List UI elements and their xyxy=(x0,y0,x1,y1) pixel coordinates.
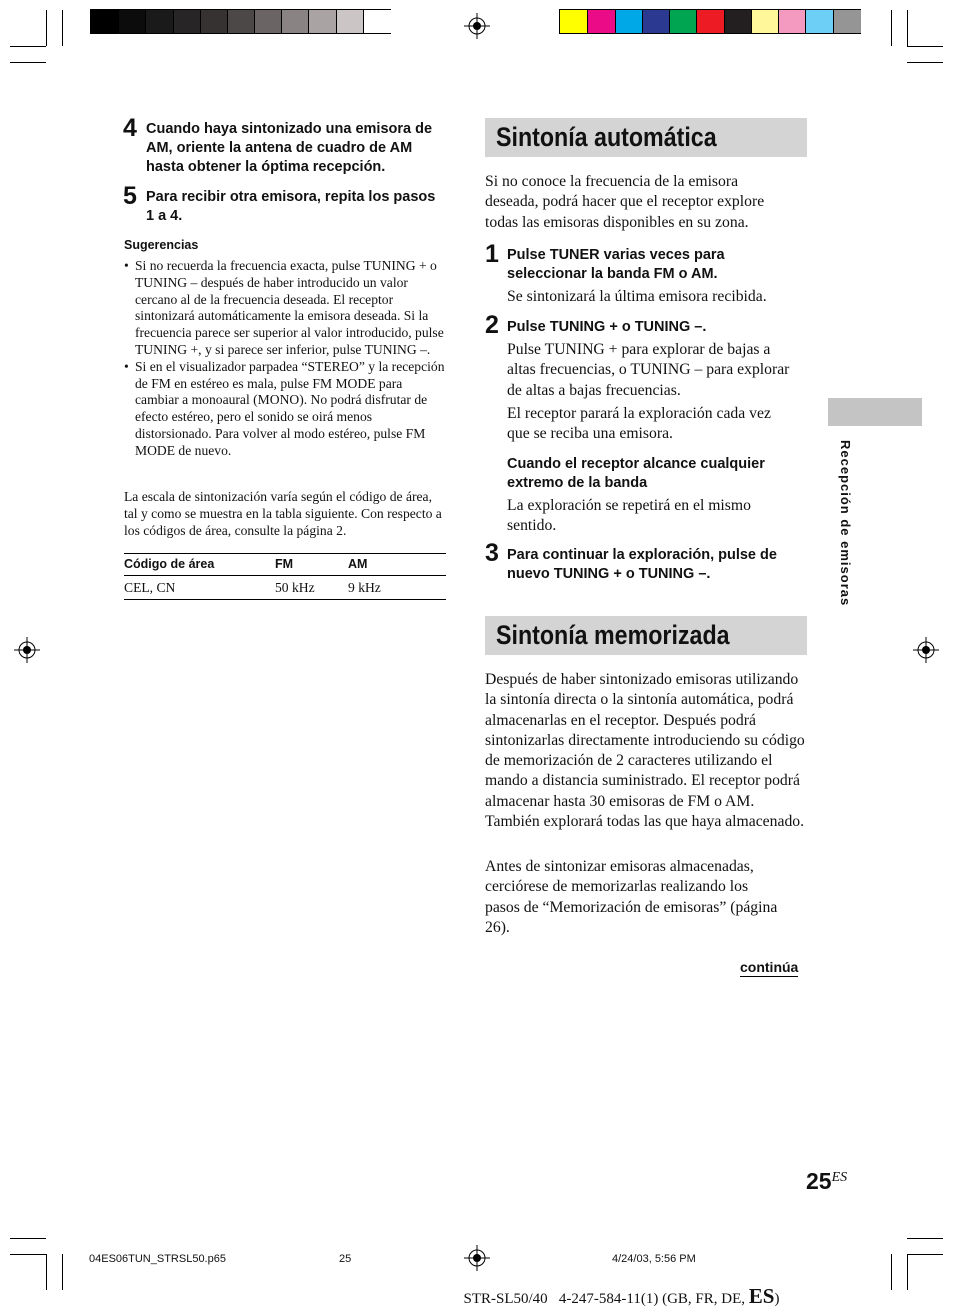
step-2-number: 2 xyxy=(485,311,499,339)
side-tab xyxy=(828,398,922,426)
preset-p1: Después de haber sintonizado emisoras utilizando la sintonía directa o la sintonía automática, podrá almacenarlas en el receptor. Después podrá sintonizarlas directamente introduciendo su código de memorización de 2 caracteres utilizando el mando a distancia suministrado. El receptor podrá almacenar hasta 30 emisoras de FM o AM. También explorará todas las que haya almacenado. xyxy=(485,671,805,831)
gray-swatch xyxy=(118,10,146,33)
gray-swatch xyxy=(336,10,364,33)
band-end-heading: Cuando el receptor alcance cualquier extremo de la banda xyxy=(507,456,765,491)
step-1-text: Pulse TUNER varias veces para seleccionar la banda FM o AM. xyxy=(507,247,725,282)
step-3-text: Para continuar la exploración, pulse de nuevo TUNING + o TUNING –. xyxy=(507,547,777,582)
table-header-area: Código de área xyxy=(124,557,215,571)
table-cell-area: CEL, CN xyxy=(124,580,176,595)
tip-item: • Si no recuerda la frecuencia exacta, pulse TUNING + o TUNING – después de haber introducido un valor cercano al de la frecuencia deseada. El receptor sintonizará automáticamente la emisora deseada. Si la frecuencia parece ser superior al valor introducido, pulse TUNING +, y si parece ser inferior, pulse TUNING –. xyxy=(124,258,448,359)
gray-swatch xyxy=(91,10,118,33)
section-heading-preset xyxy=(485,616,807,655)
section-title: Sintonía automática xyxy=(496,122,717,152)
area-paragraph: La escala de sintonización varía según el código de área, tal y como se muestra en la tabla siguiente. Con respecto a los códigos de área, consulte la página 2. xyxy=(124,489,442,538)
registration-mark-icon xyxy=(913,637,939,663)
registration-mark-icon xyxy=(14,637,40,663)
color-swatch xyxy=(833,10,861,33)
section-heading-auto xyxy=(485,118,807,157)
footer-page: 25 xyxy=(339,1253,352,1265)
step-5-text: Para recibir otra emisora, repita los pasos 1 a 4. xyxy=(146,189,436,224)
color-swatch xyxy=(724,10,752,33)
tips-title: Sugerencias xyxy=(124,238,199,252)
table-header-fm: FM xyxy=(275,557,294,571)
tip-item: • Si en el visualizador parpadea “STEREO” y la recepción de FM en estéreo es mala, pulse FM MODE para cambiar a monoaural (MONO). No podrá disfrutar de efecto estéreo, pero el sonido se oirá menos distorsionado. Para volver al modo estéreo, pulse FM MODE de nuevo. xyxy=(124,359,448,460)
color-swatch xyxy=(642,10,670,33)
step-2-text: Pulse TUNING + o TUNING –. xyxy=(507,319,707,335)
page-number: 25ES xyxy=(806,1168,848,1194)
color-bar xyxy=(559,9,861,34)
footer-model: STR-SL50/40 4-247-584-11(1) (GB, FR, DE, ES) xyxy=(463,1284,780,1308)
gray-swatch xyxy=(363,10,391,33)
color-swatch xyxy=(615,10,643,33)
color-swatch xyxy=(587,10,615,33)
footer-file: 04ES06TUN_STRSL50.p65 xyxy=(89,1253,226,1265)
tips-list xyxy=(124,258,448,460)
color-swatch xyxy=(778,10,806,33)
step-4-text: Cuando haya sintonizado una emisora de AM, oriente la antena de cuadro de AM hasta obtener la óptima recepción. xyxy=(146,121,433,175)
table-cell-fm: 50 kHz xyxy=(275,580,315,595)
gray-swatch xyxy=(200,10,228,33)
step-3-number: 3 xyxy=(485,539,499,567)
table-cell-am: 9 kHz xyxy=(348,580,381,595)
gray-swatch xyxy=(227,10,255,33)
gray-swatch xyxy=(281,10,309,33)
footer-date: 4/24/03, 5:56 PM xyxy=(612,1253,696,1265)
grayscale-bar xyxy=(90,9,391,34)
color-swatch xyxy=(669,10,697,33)
table-header-am: AM xyxy=(348,557,368,571)
step-2-p2: El receptor parará la exploración cada vez que se reciba una emisora. xyxy=(507,405,771,443)
band-end-text: La exploración se repetirá en el mismo sentido. xyxy=(507,497,751,535)
step-5-number: 5 xyxy=(123,182,137,210)
auto-intro: Si no conoce la frecuencia de la emisora deseada, podrá hacer que el receptor explore todas las emisoras disponibles en su zona. xyxy=(485,173,765,231)
gray-swatch xyxy=(145,10,173,33)
continue-label: continúa xyxy=(740,959,799,975)
color-swatch xyxy=(805,10,833,33)
step-1-number: 1 xyxy=(485,240,499,268)
preset-p2: Antes de sintonizar emisoras almacenadas, cerciórese de memorizarlas realizando los pasos de “Memorización de emisoras” (página 26). xyxy=(485,858,778,936)
gray-swatch xyxy=(173,10,201,33)
gray-swatch xyxy=(254,10,282,33)
color-swatch xyxy=(560,10,587,33)
side-tab-label: Recepción de emisoras xyxy=(838,440,853,607)
step-4-number: 4 xyxy=(123,114,137,142)
registration-mark-icon xyxy=(464,13,490,39)
step-1-note: Se sintonizará la última emisora recibida. xyxy=(507,288,767,305)
step-2-p1: Pulse TUNING + para explorar de bajas a altas frecuencias, o TUNING – para explorar de altas a bajas frecuencias. xyxy=(507,341,790,399)
gray-swatch xyxy=(308,10,336,33)
color-swatch xyxy=(696,10,724,33)
section-title: Sintonía memorizada xyxy=(496,620,730,650)
color-swatch xyxy=(751,10,779,33)
